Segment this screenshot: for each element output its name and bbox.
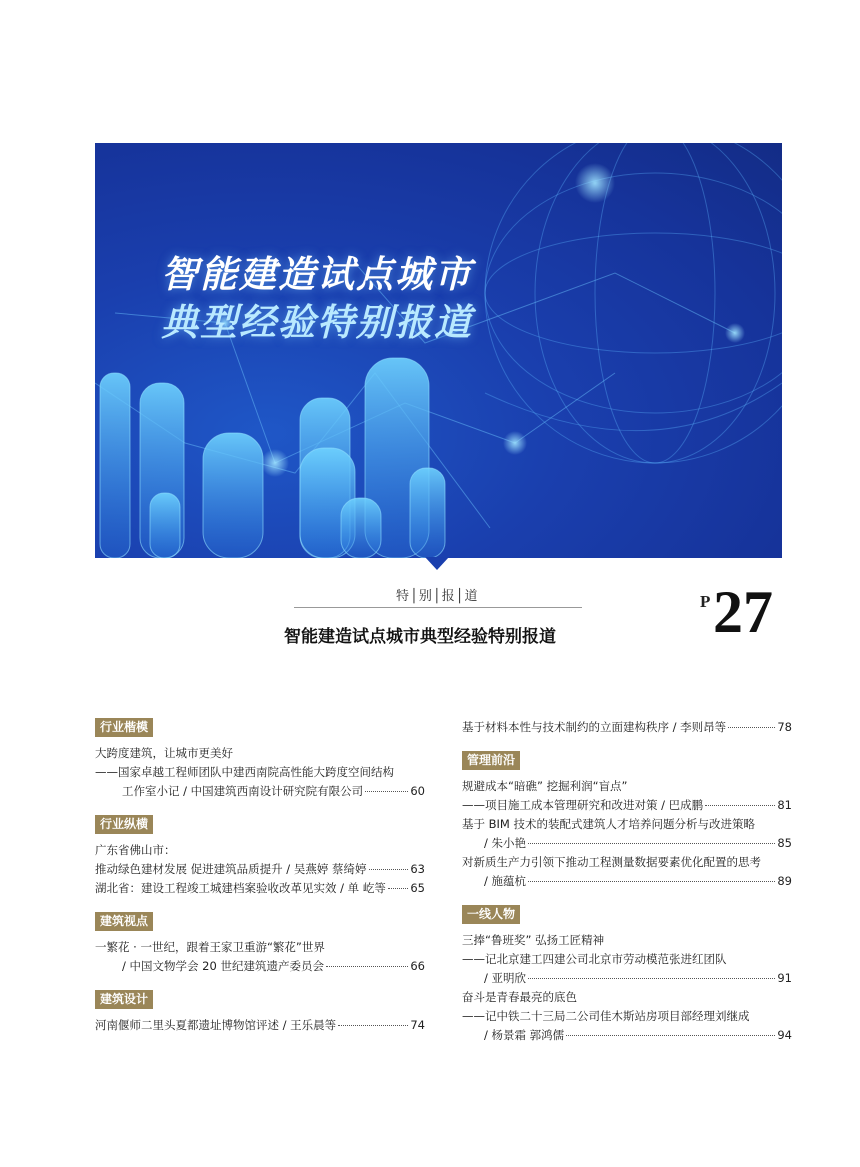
toc-category [462, 905, 792, 1045]
category-tag: 行业纵横 [95, 815, 153, 834]
toc-entry-text: 河南偃师二里头夏都遗址博物馆评述 / 王乐晨等 [95, 1018, 337, 1032]
toc-entry-line[interactable] [95, 957, 425, 976]
banner-title-line1: 智能建造试点城市 [161, 253, 473, 296]
toc-entry-line[interactable] [462, 931, 792, 950]
section-label: 特│别│报│道 [396, 589, 479, 604]
page-number[interactable]: 27 [713, 579, 773, 645]
feature-banner [95, 143, 782, 558]
toc-entry-line[interactable] [462, 950, 792, 969]
category-tag: 管理前沿 [462, 751, 520, 770]
toc-entry-line[interactable] [95, 744, 425, 763]
toc-entry-text: / 杨景霜 郭鸿儒 [484, 1028, 565, 1042]
toc-entry-text: / 亚明欣 [484, 971, 527, 985]
feature-title[interactable]: 智能建造试点城市典型经验特别报道 [284, 627, 556, 647]
leader-dots [528, 881, 775, 882]
toc-entry-text: 基于材料本性与技术制约的立面建构秩序 / 李则昂等 [462, 720, 727, 734]
toc-left-column [95, 718, 425, 1049]
toc-entry-text: 大跨度建筑，让城市更美好 [95, 746, 233, 760]
toc-page-number: 65 [410, 881, 425, 895]
leader-dots [338, 1025, 408, 1026]
toc-entry-line[interactable] [462, 796, 792, 815]
toc-entry-text: / 中国文物学会 20 世纪建筑遗产委员会 [122, 959, 324, 973]
toc-entry-line[interactable] [95, 879, 425, 898]
leader-dots [388, 888, 409, 889]
toc-entry-line[interactable] [462, 853, 792, 872]
toc-entry[interactable] [462, 718, 792, 737]
toc-category [95, 912, 425, 976]
toc-category [95, 815, 425, 898]
toc-entry-line[interactable] [462, 1026, 792, 1045]
category-tag: 建筑视点 [95, 912, 153, 931]
toc-page-number: 89 [777, 874, 792, 888]
toc-page-number: 94 [777, 1028, 792, 1042]
toc-page-number: 78 [777, 720, 792, 734]
category-tag: 一线人物 [462, 905, 520, 924]
toc-category [95, 718, 425, 801]
toc-entry-text: 工作室小记 / 中国建筑西南设计研究院有限公司 [122, 784, 364, 798]
toc-entry-line[interactable] [462, 969, 792, 988]
toc-entry-line[interactable] [462, 1007, 792, 1026]
toc-entry-text: 三捧“鲁班奖” 弘扬工匠精神 [462, 933, 605, 947]
toc-entry-line[interactable] [95, 860, 425, 879]
toc-page-number: 81 [777, 798, 792, 812]
toc-entry-text: / 朱小艳 [484, 836, 527, 850]
toc-entry-text: 奋斗是青春最亮的底色 [462, 990, 577, 1004]
toc-entry-line[interactable] [462, 777, 792, 796]
city-illustration [95, 143, 782, 558]
toc-page-number: 63 [410, 862, 425, 876]
leader-dots [728, 727, 775, 728]
toc-entry-line[interactable] [95, 938, 425, 957]
page-prefix: P [700, 592, 711, 611]
toc-entry-text: ——国家卓越工程师团队中建西南院高性能大跨度空间结构 [95, 765, 394, 779]
toc-entry-line[interactable] [95, 1016, 425, 1035]
toc-entry-text: ——记中铁二十三局二公司佳木斯站房项目部经理刘继成 [462, 1009, 750, 1023]
toc-entry-text: ——记北京建工四建公司北京市劳动模范张进红团队 [462, 952, 727, 966]
toc-page-number: 85 [777, 836, 792, 850]
category-tag: 行业楷模 [95, 718, 153, 737]
toc-entry-line[interactable] [462, 815, 792, 834]
toc-entry-text: 基于 BIM 技术的装配式建筑人才培养问题分析与改进策略 [462, 817, 756, 831]
toc-entry-text: 推动绿色建材发展 促进建筑品质提升 / 吴燕婷 蔡绮婷 [95, 862, 367, 876]
leader-dots [365, 791, 408, 792]
toc-entry-line[interactable] [95, 841, 425, 860]
divider [294, 607, 582, 608]
leader-dots [326, 966, 408, 967]
toc-entry-line[interactable] [462, 834, 792, 853]
toc-page-number: 74 [410, 1018, 425, 1032]
toc-entry-text: 湖北省：建设工程竣工城建档案验收改革见实效 / 单 屹等 [95, 881, 386, 895]
toc-entry-text: / 施蕴杭 [484, 874, 527, 888]
toc-entry-text: 一繁花 · 一世纪，跟着王家卫重游“繁花”世界 [95, 940, 325, 954]
banner-pointer [425, 557, 449, 570]
toc-category [95, 990, 425, 1035]
leader-dots [528, 843, 775, 844]
toc-category [462, 751, 792, 891]
leader-dots [566, 1035, 775, 1036]
leader-dots [528, 978, 775, 979]
toc-entry-line[interactable] [95, 782, 425, 801]
toc-entry-text: ——项目施工成本管理研究和改进对策 / 巴成鹏 [462, 798, 704, 812]
toc-entry-text: 规避成本“暗礁” 挖掘利润“盲点” [462, 779, 628, 793]
toc-entry-text: 广东省佛山市： [95, 843, 176, 857]
banner-title-line2: 典型经验特别报道 [161, 301, 473, 344]
toc-entry-line[interactable] [95, 763, 425, 782]
toc-entry-text: 对新质生产力引领下推动工程测量数据要素优化配置的思考 [462, 855, 761, 869]
leader-dots [369, 869, 409, 870]
category-tag: 建筑设计 [95, 990, 153, 1009]
toc-entry-line[interactable] [462, 988, 792, 1007]
toc-right-column [462, 718, 792, 1059]
leader-dots [705, 805, 775, 806]
toc-page-number: 91 [777, 971, 792, 985]
toc-page-number: 66 [410, 959, 425, 973]
toc-page-number: 60 [410, 784, 425, 798]
toc-entry-line[interactable] [462, 872, 792, 891]
